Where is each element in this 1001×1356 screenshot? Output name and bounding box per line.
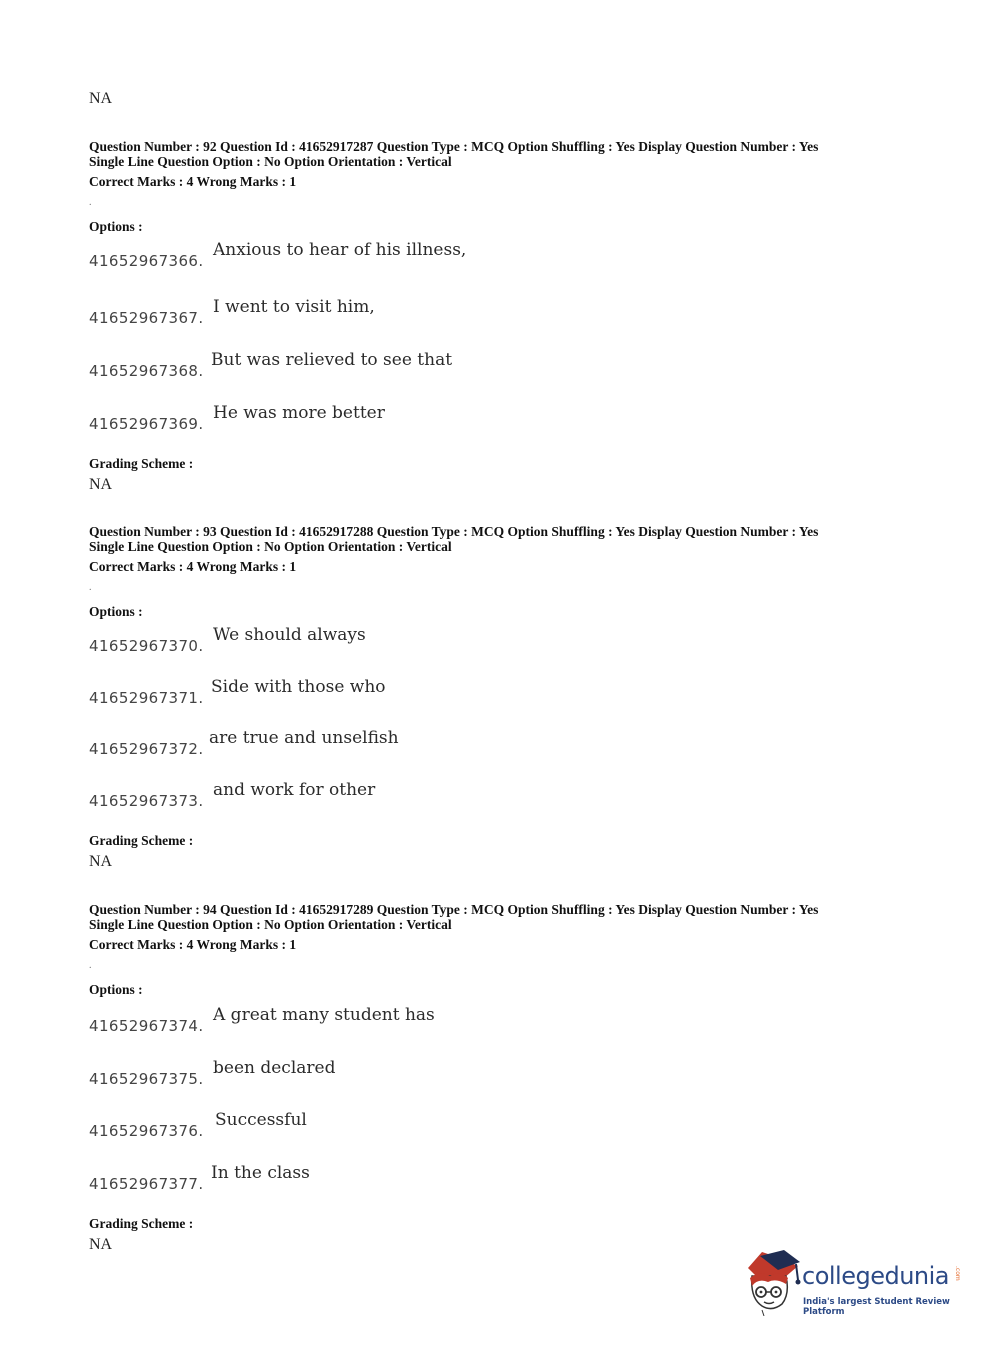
option-text: I went to visit him, bbox=[213, 297, 375, 317]
option-text: But was relieved to see that bbox=[211, 350, 453, 370]
option-text: In the class bbox=[211, 1163, 310, 1183]
grading-scheme-label: Grading Scheme : bbox=[89, 456, 194, 471]
option-id: 41652967368. bbox=[89, 362, 204, 380]
option-id: 41652967374. bbox=[89, 1017, 204, 1035]
question-dot: . bbox=[89, 582, 92, 593]
option-text: Side with those who bbox=[211, 677, 386, 697]
logo-tagline: India's largest Student Review Platform bbox=[803, 1297, 950, 1317]
logo-wordmark: collegedunia bbox=[802, 1262, 950, 1290]
option-item bbox=[89, 1110, 689, 1140]
option-id: 41652967377. bbox=[89, 1175, 204, 1193]
option-item bbox=[89, 1058, 689, 1088]
option-id: 41652967367. bbox=[89, 309, 204, 327]
option-id: 41652967372. bbox=[89, 740, 204, 758]
logo-com-suffix: .com bbox=[954, 1266, 961, 1281]
options-label: Options : bbox=[89, 604, 143, 619]
options-label: Options : bbox=[89, 219, 143, 234]
option-item bbox=[89, 677, 689, 707]
question-meta-line-2: Single Line Question Option : No Option Orientation : Vertical bbox=[89, 917, 452, 932]
option-item bbox=[89, 1163, 689, 1193]
option-id: 41652967371. bbox=[89, 689, 204, 707]
question-meta-line-1: Question Number : 92 Question Id : 41652917287 Question Type : MCQ Option Shuffling : Yes Display Question Number : Yes bbox=[89, 139, 819, 154]
grading-scheme-label: Grading Scheme : bbox=[89, 833, 194, 848]
previous-grading-value: NA bbox=[89, 90, 113, 107]
grading-scheme-label: Grading Scheme : bbox=[89, 1216, 194, 1231]
question-marks: Correct Marks : 4 Wrong Marks : 1 bbox=[89, 174, 297, 189]
question-meta-line-2: Single Line Question Option : No Option Orientation : Vertical bbox=[89, 539, 452, 554]
option-id: 41652967373. bbox=[89, 792, 204, 810]
options-label: Options : bbox=[89, 982, 143, 997]
option-id: 41652967369. bbox=[89, 415, 204, 433]
collegedunia-logo[interactable] bbox=[740, 1248, 970, 1318]
option-text: We should always bbox=[213, 625, 366, 645]
question-dot: . bbox=[89, 197, 92, 208]
grading-scheme-value: NA bbox=[89, 476, 113, 493]
option-item bbox=[89, 1005, 689, 1035]
question-meta-line-1: Question Number : 93 Question Id : 41652917288 Question Type : MCQ Option Shuffling : Yes Display Question Number : Yes bbox=[89, 524, 819, 539]
question-dot: . bbox=[89, 960, 92, 971]
option-id: 41652967376. bbox=[89, 1122, 204, 1140]
option-item bbox=[89, 780, 689, 810]
option-item bbox=[89, 728, 689, 758]
option-text: are true and unselfish bbox=[209, 728, 399, 748]
grading-scheme-value: NA bbox=[89, 1236, 113, 1253]
option-id: 41652967366. bbox=[89, 252, 204, 270]
question-marks: Correct Marks : 4 Wrong Marks : 1 bbox=[89, 937, 297, 952]
grading-scheme-value: NA bbox=[89, 853, 113, 870]
option-text: been declared bbox=[213, 1058, 336, 1078]
option-text: He was more better bbox=[213, 403, 385, 423]
option-item bbox=[89, 403, 689, 433]
option-item bbox=[89, 240, 689, 270]
option-text: Anxious to hear of his illness, bbox=[213, 240, 467, 260]
option-id: 41652967370. bbox=[89, 637, 204, 655]
option-item bbox=[89, 625, 689, 655]
question-meta-line-2: Single Line Question Option : No Option Orientation : Vertical bbox=[89, 154, 452, 169]
option-item bbox=[89, 297, 689, 327]
option-item bbox=[89, 350, 689, 380]
question-marks: Correct Marks : 4 Wrong Marks : 1 bbox=[89, 559, 297, 574]
option-text: A great many student has bbox=[213, 1005, 435, 1025]
option-text: Successful bbox=[215, 1110, 307, 1130]
question-meta-line-1: Question Number : 94 Question Id : 41652917289 Question Type : MCQ Option Shuffling : Yes Display Question Number : Yes bbox=[89, 902, 819, 917]
mascot-face-icon bbox=[740, 1248, 802, 1316]
option-id: 41652967375. bbox=[89, 1070, 204, 1088]
option-text: and work for other bbox=[213, 780, 376, 800]
